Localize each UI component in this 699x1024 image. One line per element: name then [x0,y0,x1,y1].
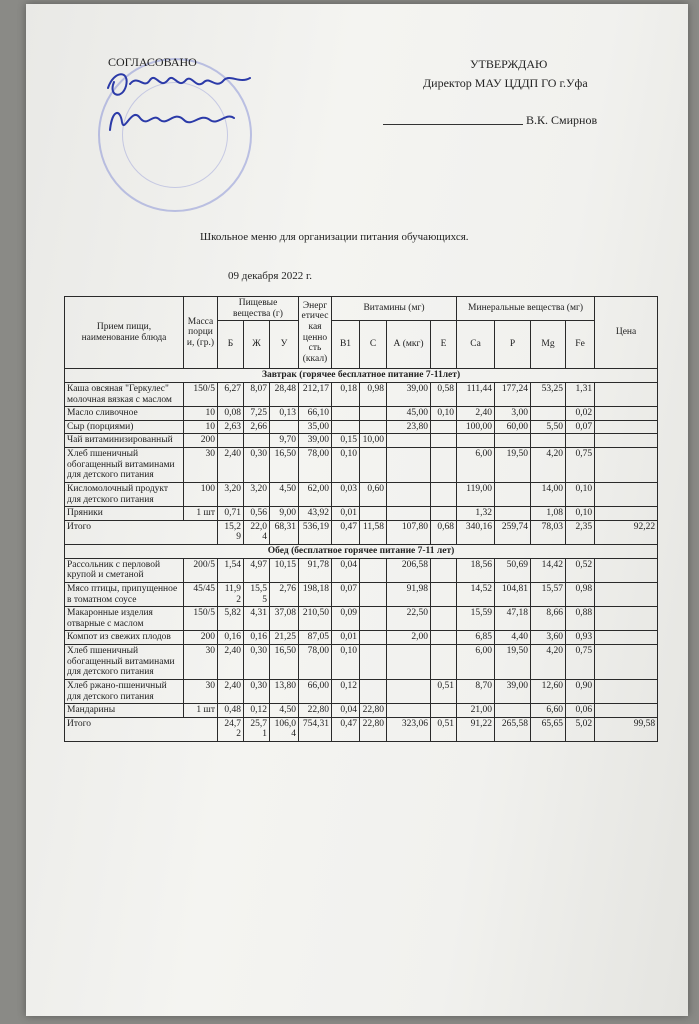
cell-a: 2,00 [387,631,431,645]
cell-u: 28,48 [270,382,299,406]
cell-energy: 87,05 [299,631,332,645]
header-mg: Mg [531,321,566,369]
header-dish: Прием пищи, наименование блюда [65,297,184,369]
cell-a [387,448,431,483]
dish-name: Хлеб пшеничный обогащенный витаминами для детского питания [65,645,184,680]
cell-p: 39,00 [495,679,531,703]
cell-e [431,482,457,506]
cell-zh: 4,97 [244,558,270,582]
cell-b1: 0,01 [332,507,360,521]
cell-p: 60,00 [495,420,531,434]
cell-mg: 1,08 [531,507,566,521]
cell-price [595,631,658,645]
cell-u: 0,13 [270,407,299,421]
total-b1: 0,47 [332,717,360,741]
header-energy: Энергетическая ценность (ккал) [299,297,332,369]
cell-u: 9,70 [270,434,299,448]
cell-c [360,558,387,582]
dish-name: Масло сливочное [65,407,184,421]
total-energy: 536,19 [299,520,332,544]
cell-price [595,607,658,631]
cell-p: 50,69 [495,558,531,582]
cell-ca: 119,00 [457,482,495,506]
cell-e: 0,58 [431,382,457,406]
cell-fe: 0,93 [566,631,595,645]
total-price: 99,58 [595,717,658,741]
table-row [65,420,658,434]
total-ca: 340,16 [457,520,495,544]
total-label: Итого [65,520,218,544]
cell-b: 1,54 [218,558,244,582]
cell-c [360,582,387,606]
header-b1: B1 [332,321,360,369]
cell-b: 2,40 [218,448,244,483]
cell-energy: 66,10 [299,407,332,421]
cell-fe: 0,10 [566,507,595,521]
cell-c: 10,00 [360,434,387,448]
cell-price [595,420,658,434]
portion-mass: 45/45 [184,582,218,606]
cell-mg: 14,42 [531,558,566,582]
cell-p: 3,00 [495,407,531,421]
dish-name: Мандарины [65,704,184,718]
cell-a: 39,00 [387,382,431,406]
cell-p [495,434,531,448]
cell-p: 47,18 [495,607,531,631]
total-c: 22,80 [360,717,387,741]
total-price: 92,22 [595,520,658,544]
cell-b1 [332,407,360,421]
cell-u: 9,00 [270,507,299,521]
document-date: 09 декабря 2022 г. [228,270,312,282]
header-u: У [270,321,299,369]
total-u: 68,31 [270,520,299,544]
cell-c: 22,80 [360,704,387,718]
cell-ca: 15,59 [457,607,495,631]
total-p: 259,74 [495,520,531,544]
cell-mg: 4,20 [531,448,566,483]
handwritten-signature [100,60,260,150]
cell-e [431,607,457,631]
header-price: Цена [595,297,658,369]
cell-mg: 5,50 [531,420,566,434]
cell-a [387,645,431,680]
cell-energy: 66,00 [299,679,332,703]
total-zh: 22,04 [244,520,270,544]
cell-zh: 2,66 [244,420,270,434]
cell-b1: 0,18 [332,382,360,406]
cell-a [387,704,431,718]
cell-zh: 0,30 [244,679,270,703]
table-row [65,382,658,406]
cell-b: 0,16 [218,631,244,645]
section-row [65,369,658,383]
total-b: 15,29 [218,520,244,544]
section-title: Завтрак (горячее бесплатное питание 7-11лет) [65,369,658,383]
total-b: 24,72 [218,717,244,741]
total-u: 106,04 [270,717,299,741]
cell-c [360,420,387,434]
cell-ca: 1,32 [457,507,495,521]
dish-name: Хлеб ржано-пшеничный для детского питания [65,679,184,703]
cell-b: 3,20 [218,482,244,506]
table-row [65,448,658,483]
cell-price [595,448,658,483]
dish-name: Каша овсяная "Геркулес" молочная вязкая с маслом [65,382,184,406]
cell-a [387,679,431,703]
cell-e [431,631,457,645]
dish-name: Сыр (порциями) [65,420,184,434]
cell-fe: 0,02 [566,407,595,421]
cell-e [431,582,457,606]
cell-e: 0,10 [431,407,457,421]
header-c: C [360,321,387,369]
cell-fe: 0,90 [566,679,595,703]
cell-mg: 6,60 [531,704,566,718]
cell-ca: 6,85 [457,631,495,645]
cell-b: 2,63 [218,420,244,434]
cell-b: 0,08 [218,407,244,421]
document-title: Школьное меню для организации питания обучающихся. [200,231,469,243]
dish-name: Мясо птицы, припущенное в томатном соусе [65,582,184,606]
cell-energy: 35,00 [299,420,332,434]
cell-zh: 8,07 [244,382,270,406]
portion-mass: 150/5 [184,607,218,631]
total-row [65,520,658,544]
table-row [65,407,658,421]
cell-e: 0,51 [431,679,457,703]
cell-price [595,434,658,448]
cell-energy: 22,80 [299,704,332,718]
total-e: 0,51 [431,717,457,741]
dish-name: Рассольник с перловой крупой и сметаной [65,558,184,582]
cell-fe: 0,06 [566,704,595,718]
cell-fe: 0,88 [566,607,595,631]
cell-price [595,407,658,421]
header-ca: Ca [457,321,495,369]
table-row [65,558,658,582]
cell-p [495,507,531,521]
portion-mass: 200/5 [184,558,218,582]
cell-b1: 0,07 [332,582,360,606]
director-name: В.К. Смирнов [526,113,598,127]
cell-e [431,645,457,680]
table-row [65,482,658,506]
cell-b1: 0,04 [332,704,360,718]
table-row [65,434,658,448]
cell-price [595,382,658,406]
cell-u: 10,15 [270,558,299,582]
cell-price [595,482,658,506]
cell-zh [244,434,270,448]
cell-price [595,704,658,718]
cell-p: 177,24 [495,382,531,406]
cell-mg: 8,66 [531,607,566,631]
cell-ca: 6,00 [457,448,495,483]
total-a: 107,80 [387,520,431,544]
cell-energy: 210,50 [299,607,332,631]
cell-zh: 0,12 [244,704,270,718]
header-vitamins: Витамины (мг) [332,297,457,321]
cell-b1: 0,04 [332,558,360,582]
cell-ca: 18,56 [457,558,495,582]
cell-c: 0,60 [360,482,387,506]
cell-b: 0,48 [218,704,244,718]
portion-mass: 200 [184,434,218,448]
cell-c [360,645,387,680]
cell-u [270,420,299,434]
cell-b1: 0,01 [332,631,360,645]
cell-a [387,507,431,521]
cell-mg [531,434,566,448]
cell-ca: 21,00 [457,704,495,718]
cell-ca [457,434,495,448]
cell-c [360,679,387,703]
portion-mass: 30 [184,679,218,703]
cell-b1: 0,09 [332,607,360,631]
cell-energy: 78,00 [299,645,332,680]
cell-mg: 14,00 [531,482,566,506]
header-p: P [495,321,531,369]
total-b1: 0,47 [332,520,360,544]
header-zh: Ж [244,321,270,369]
cell-zh: 15,55 [244,582,270,606]
cell-u: 4,50 [270,704,299,718]
header-nutrients: Пищевые вещества (г) [218,297,299,321]
cell-zh: 4,31 [244,607,270,631]
cell-ca: 14,52 [457,582,495,606]
cell-fe: 0,07 [566,420,595,434]
total-a: 323,06 [387,717,431,741]
table-row [65,631,658,645]
cell-c [360,407,387,421]
dish-name: Макаронные изделия отварные с маслом [65,607,184,631]
cell-b [218,434,244,448]
cell-e [431,704,457,718]
table-row [65,704,658,718]
cell-ca: 111,44 [457,382,495,406]
cell-u: 4,50 [270,482,299,506]
cell-c [360,607,387,631]
total-e: 0,68 [431,520,457,544]
cell-price [595,582,658,606]
cell-energy: 212,17 [299,382,332,406]
cell-b: 5,82 [218,607,244,631]
cell-e [431,420,457,434]
cell-energy: 78,00 [299,448,332,483]
dish-name: Чай витаминизированный [65,434,184,448]
cell-mg: 15,57 [531,582,566,606]
cell-b: 6,27 [218,382,244,406]
total-ca: 91,22 [457,717,495,741]
cell-p: 104,81 [495,582,531,606]
portion-mass: 1 шт [184,704,218,718]
menu-table [64,296,658,742]
cell-c [360,507,387,521]
portion-mass: 150/5 [184,382,218,406]
dish-name: Компот из свежих плодов [65,631,184,645]
cell-p: 19,50 [495,645,531,680]
cell-price [595,679,658,703]
cell-b1: 0,12 [332,679,360,703]
table-row [65,645,658,680]
header-minerals: Минеральные вещества (мг) [457,297,595,321]
cell-fe [566,434,595,448]
cell-a: 45,00 [387,407,431,421]
portion-mass: 30 [184,448,218,483]
total-fe: 5,02 [566,717,595,741]
table-row [65,679,658,703]
cell-c: 0,98 [360,382,387,406]
total-mg: 78,03 [531,520,566,544]
cell-b1: 0,15 [332,434,360,448]
cell-b1: 0,03 [332,482,360,506]
total-p: 265,58 [495,717,531,741]
cell-a: 22,50 [387,607,431,631]
portion-mass: 10 [184,407,218,421]
signature-line [383,124,523,125]
table-row [65,607,658,631]
header-mass: Масса порции, (гр.) [184,297,218,369]
cell-mg: 4,20 [531,645,566,680]
dish-name: Кисломолочный продукт для детского питания [65,482,184,506]
cell-fe: 0,52 [566,558,595,582]
cell-fe: 0,10 [566,482,595,506]
cell-b1: 0,10 [332,448,360,483]
cell-mg: 53,25 [531,382,566,406]
portion-mass: 1 шт [184,507,218,521]
cell-e [431,448,457,483]
table-row [65,582,658,606]
portion-mass: 100 [184,482,218,506]
table-row [65,507,658,521]
total-energy: 754,31 [299,717,332,741]
cell-u: 37,08 [270,607,299,631]
cell-zh: 3,20 [244,482,270,506]
cell-u: 16,50 [270,448,299,483]
total-mg: 65,65 [531,717,566,741]
cell-c [360,448,387,483]
cell-p [495,482,531,506]
cell-fe: 1,31 [566,382,595,406]
cell-fe: 0,98 [566,582,595,606]
cell-zh: 0,30 [244,448,270,483]
portion-mass: 30 [184,645,218,680]
cell-u: 13,80 [270,679,299,703]
cell-b: 11,92 [218,582,244,606]
cell-ca: 8,70 [457,679,495,703]
cell-energy: 39,00 [299,434,332,448]
header-b: Б [218,321,244,369]
cell-e [431,434,457,448]
cell-energy: 198,18 [299,582,332,606]
cell-zh: 0,56 [244,507,270,521]
cell-ca: 6,00 [457,645,495,680]
dish-name: Пряники [65,507,184,521]
cell-price [595,507,658,521]
cell-p: 19,50 [495,448,531,483]
total-fe: 2,35 [566,520,595,544]
approved-left-label: СОГЛАСОВАНО [108,55,197,69]
cell-zh: 0,16 [244,631,270,645]
total-row [65,717,658,741]
header-a: А (мкг) [387,321,431,369]
cell-u: 16,50 [270,645,299,680]
cell-ca: 2,40 [457,407,495,421]
cell-mg [531,407,566,421]
cell-b1 [332,420,360,434]
cell-a [387,482,431,506]
dish-name: Хлеб пшеничный обогащенный витаминами для детского питания [65,448,184,483]
cell-p [495,704,531,718]
cell-b: 2,40 [218,679,244,703]
total-zh: 25,71 [244,717,270,741]
cell-mg: 12,60 [531,679,566,703]
total-label: Итого [65,717,218,741]
menu-table-body [65,369,658,742]
cell-mg: 3,60 [531,631,566,645]
cell-energy: 91,78 [299,558,332,582]
total-c: 11,58 [360,520,387,544]
director-title: Директор МАУ ЦДДП ГО г.Уфа [423,76,588,90]
cell-a: 23,80 [387,420,431,434]
cell-price [595,558,658,582]
cell-zh: 7,25 [244,407,270,421]
cell-e [431,507,457,521]
section-row [65,545,658,559]
cell-energy: 43,92 [299,507,332,521]
approved-right-label: УТВЕРЖДАЮ [470,57,548,71]
cell-c [360,631,387,645]
cell-a: 206,58 [387,558,431,582]
header-e: E [431,321,457,369]
portion-mass: 200 [184,631,218,645]
cell-a [387,434,431,448]
cell-ca: 100,00 [457,420,495,434]
cell-u: 2,76 [270,582,299,606]
cell-b: 0,71 [218,507,244,521]
cell-fe: 0,75 [566,645,595,680]
cell-energy: 62,00 [299,482,332,506]
section-title: Обед (бесплатное горячее питание 7-11 лет) [65,545,658,559]
cell-zh: 0,30 [244,645,270,680]
cell-b1: 0,10 [332,645,360,680]
cell-a: 91,98 [387,582,431,606]
cell-e [431,558,457,582]
cell-p: 4,40 [495,631,531,645]
cell-price [595,645,658,680]
portion-mass: 10 [184,420,218,434]
cell-fe: 0,75 [566,448,595,483]
cell-u: 21,25 [270,631,299,645]
cell-b: 2,40 [218,645,244,680]
header-fe: Fe [566,321,595,369]
